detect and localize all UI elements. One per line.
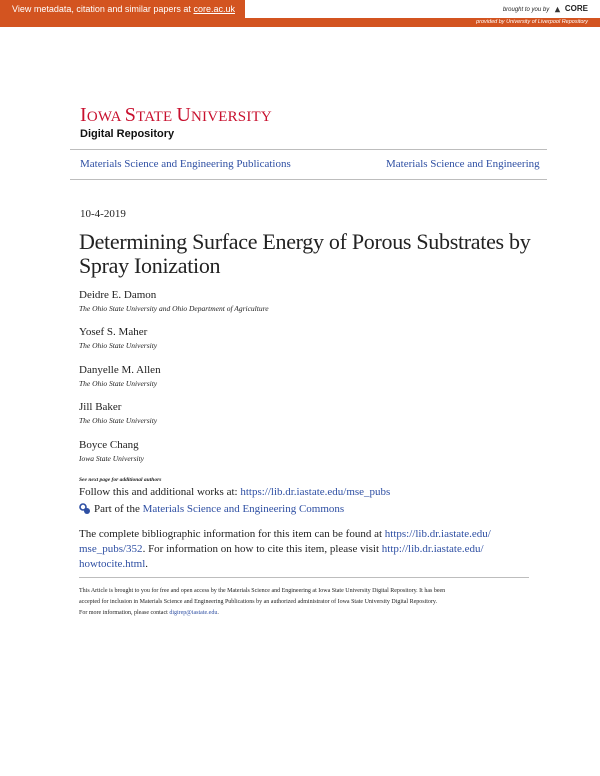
core-ac-uk-link[interactable]: core.ac.uk bbox=[193, 4, 235, 14]
brought-by-core[interactable] bbox=[503, 2, 588, 17]
item-url-link-cont[interactable]: mse_pubs/352 bbox=[79, 543, 143, 555]
howtocite-link-cont[interactable]: howtocite.html bbox=[79, 558, 146, 570]
contact-email-link[interactable]: digirep@iastate.edu bbox=[169, 610, 218, 616]
author-affiliation: The Ohio State University bbox=[79, 379, 158, 388]
logo-word-owa: OWA bbox=[86, 109, 125, 125]
author-name: Yosef S. Maher bbox=[79, 326, 148, 338]
nav-top-divider bbox=[70, 149, 547, 150]
digital-repository-label: Digital Repository bbox=[80, 128, 175, 140]
author-affiliation: Iowa State University bbox=[79, 454, 144, 463]
footnote-line bbox=[79, 608, 529, 619]
footnote-line: This Article is brought to you for free and open access by the Materials Science and Engineering at Iowa State University Digital Repository. It has been bbox=[79, 588, 446, 594]
mse-department-link[interactable]: Materials Science and Engineering bbox=[386, 158, 540, 170]
part-of-line bbox=[79, 502, 344, 517]
university-name bbox=[80, 104, 272, 128]
author-affiliation: The Ohio State University bbox=[79, 341, 158, 350]
core-banner bbox=[0, 0, 600, 18]
logo-word-tate: TATE bbox=[136, 109, 177, 125]
logo-letter-i: I bbox=[80, 104, 87, 126]
footnote-line: accepted for inclusion in Materials Science and Engineering Publications by an authorized administrator of Iowa State University Digital Repository. bbox=[79, 599, 438, 605]
follow-text: Follow this and additional works at: bbox=[79, 486, 241, 498]
core-left-text: View metadata, citation and similar papers at bbox=[12, 4, 194, 14]
core-logo-icon bbox=[553, 5, 562, 14]
logo-word-niversity: NIVERSITY bbox=[190, 109, 272, 125]
author-name: Danyelle M. Allen bbox=[79, 364, 161, 376]
isu-digital-repository-logo[interactable] bbox=[80, 104, 272, 140]
see-next-page-note: See next page for additional authors bbox=[79, 477, 162, 483]
footnote-period: . bbox=[217, 610, 219, 616]
author-name: Deidre E. Damon bbox=[79, 289, 157, 301]
item-url-link[interactable]: https://lib.dr.iastate.edu/ bbox=[384, 528, 491, 540]
core-metadata-link[interactable] bbox=[0, 0, 245, 18]
author-name: Jill Baker bbox=[79, 401, 122, 413]
brought-by-text: brought to you by bbox=[502, 7, 550, 13]
footnote-divider bbox=[79, 577, 529, 578]
part-of-text: Part of the bbox=[94, 503, 143, 515]
page-title: Determining Surface Energy of Porous Substrates by Spray Ionization bbox=[79, 229, 531, 278]
citation-text-2: . For information on how to cite this item, please visit bbox=[142, 543, 382, 555]
author-affiliation: The Ohio State University and Ohio Department of Agriculture bbox=[79, 304, 269, 313]
publication-date: 10-4-2019 bbox=[80, 208, 126, 220]
nav-bottom-divider bbox=[70, 179, 547, 180]
mse-commons-link[interactable]: Materials Science and Engineering Commons bbox=[142, 503, 345, 515]
mse-pubs-url-link[interactable]: https://lib.dr.iastate.edu/mse_pubs bbox=[240, 486, 391, 498]
citation-text-1: The complete bibliographic information for this item can be found at bbox=[79, 528, 385, 540]
author-name: Boyce Chang bbox=[79, 439, 139, 451]
howtocite-link[interactable]: http://lib.dr.iastate.edu/ bbox=[381, 543, 484, 555]
provided-by-text[interactable]: provided by University of Liverpool Repository bbox=[476, 19, 588, 25]
logo-letter-u: U bbox=[176, 104, 191, 126]
core-logo-text: CORE bbox=[564, 4, 588, 13]
logo-letter-s: S bbox=[124, 104, 137, 126]
follow-line bbox=[79, 485, 390, 500]
network-commons-icon bbox=[79, 503, 91, 515]
provided-by-bar bbox=[0, 18, 600, 27]
footnote-contact-text: For more information, please contact bbox=[79, 610, 170, 616]
mse-publications-link[interactable]: Materials Science and Engineering Publications bbox=[80, 158, 291, 170]
citation-paragraph bbox=[79, 527, 529, 572]
footnote bbox=[79, 586, 529, 619]
citation-text-3: . bbox=[145, 558, 149, 570]
author-affiliation: The Ohio State University bbox=[79, 416, 158, 425]
